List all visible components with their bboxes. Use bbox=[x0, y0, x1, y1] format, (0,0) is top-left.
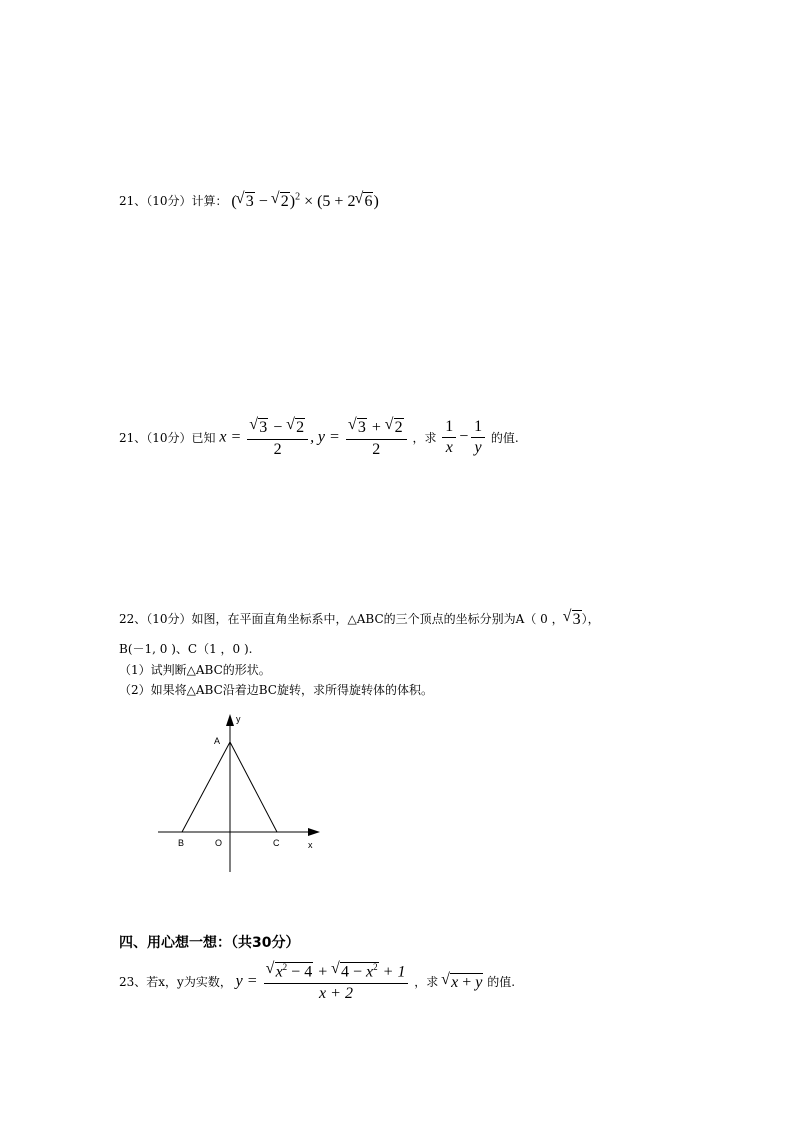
y-axis-arrow bbox=[226, 714, 234, 726]
question-23 bbox=[119, 962, 515, 1002]
label-B: B bbox=[178, 838, 185, 848]
question-21-label: 21、（10分）计算： bbox=[119, 194, 228, 209]
question-21-compute bbox=[119, 192, 379, 211]
sqrt3-symbol: √ 3 bbox=[564, 610, 582, 629]
label-y: y bbox=[236, 714, 241, 724]
question-21b-label: 21、（10分）已知 bbox=[119, 430, 216, 445]
question-22-part2: （2）如果将△ABC沿着边BC旋转，求所得旋转体的体积。 bbox=[119, 683, 433, 697]
side-AB bbox=[182, 742, 230, 832]
question-23-ask-suffix: 的值. bbox=[487, 974, 516, 989]
ask-expression: $\frac{1}{x}$ − $\frac{1}{y}$ bbox=[440, 419, 487, 456]
x-axis-arrow bbox=[308, 828, 320, 836]
question-23-expression: y = √ $\frac{x^2 - 4 + √ 4 - x^2 + 1}{x + 2}$ bbox=[236, 962, 411, 1002]
y-definition: y = √ $\frac{3 + √ 2}{2}$ bbox=[318, 418, 409, 458]
label-O: O bbox=[215, 838, 223, 848]
question-22-part1: （1）试判断△ABC的形状。 bbox=[119, 663, 271, 677]
question-23-ask-expression: √ x + y bbox=[442, 973, 483, 992]
question-21-given bbox=[119, 418, 519, 458]
question-22-prefix: 22、（10分）如图，在平面直角坐标系中，△ABC的三个顶点的坐标分别为A（ 0 ， bbox=[119, 612, 564, 627]
question-22-line2: B(－1, 0 )、C（1 ，0 ). bbox=[119, 642, 253, 656]
question-21b-ask-prefix: ，求 bbox=[412, 430, 437, 445]
label-C: C bbox=[273, 838, 280, 848]
question-22-suffix: ）， bbox=[581, 612, 600, 627]
label-x: x bbox=[308, 840, 313, 850]
label-A: A bbox=[214, 736, 221, 746]
x-definition: x = √ $\frac{3 - √ 2}{2}$ , bbox=[219, 418, 314, 458]
question-21-expression: (√ 3 − √ 2)$^2$ × (5 + 2√ 6) bbox=[231, 192, 378, 211]
question-23-label: 23、若x，y为实数， bbox=[119, 974, 232, 989]
side-AC bbox=[230, 742, 277, 832]
coordinate-figure bbox=[150, 708, 350, 878]
section-4-heading: 四、用心想一想：（共30分） bbox=[119, 935, 300, 951]
question-22-line1 bbox=[119, 610, 600, 629]
question-21b-ask-suffix: 的值. bbox=[490, 430, 519, 445]
question-23-ask-prefix: ，求 bbox=[414, 974, 439, 989]
